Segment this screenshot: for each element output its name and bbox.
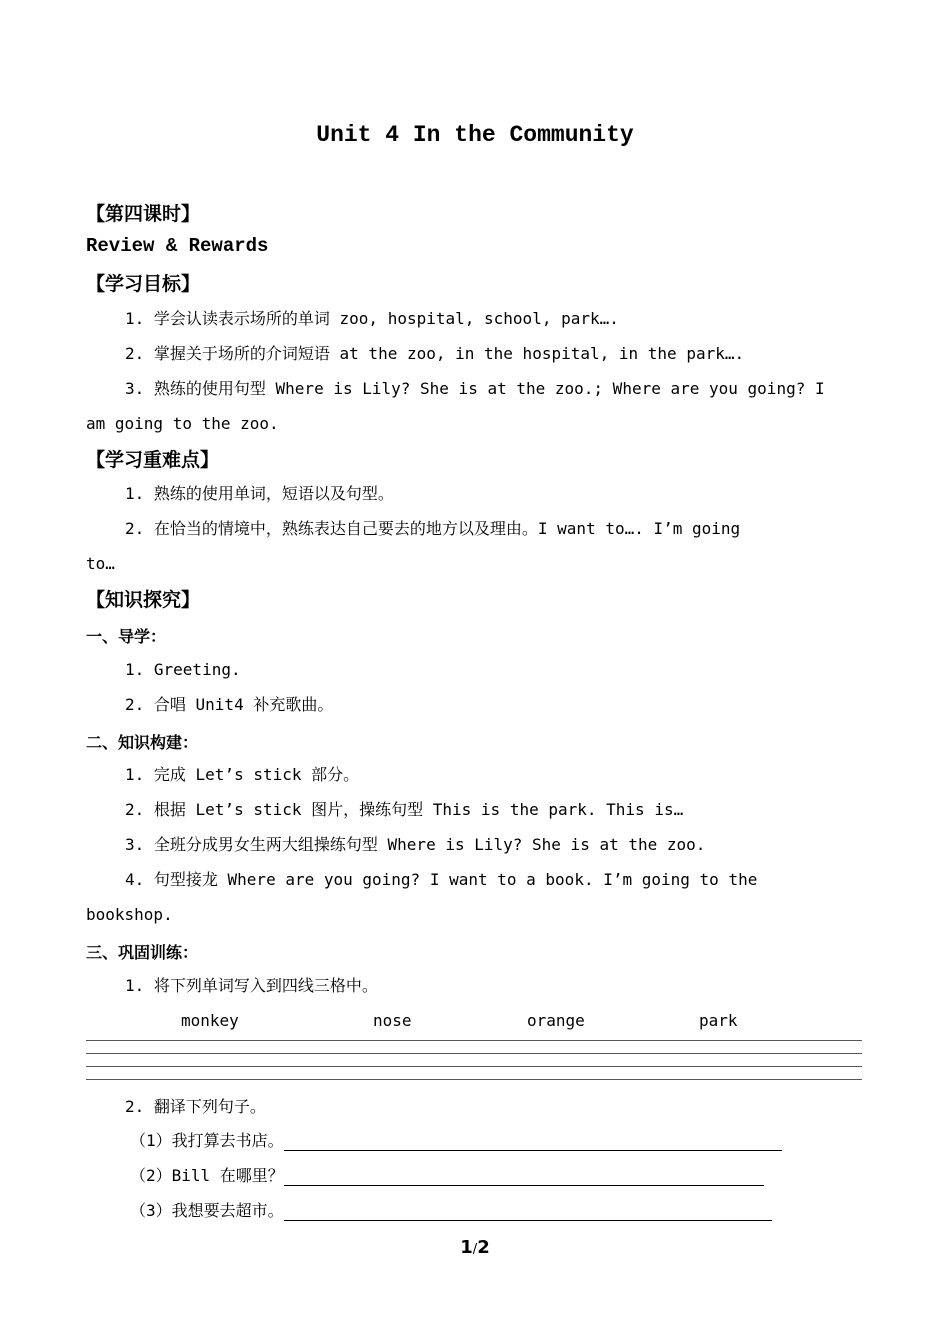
page-title: Unit 4 In the Community xyxy=(316,122,634,148)
exploration-heading: 【知识探究】 xyxy=(86,589,201,611)
section-guide-heading: 一、导学： xyxy=(86,627,167,646)
page-separator: / xyxy=(472,1242,478,1257)
translation-prompt: （3）我想要去超市。 xyxy=(130,1201,284,1220)
word-monkey: monkey xyxy=(181,1011,239,1030)
section-practice-heading: 三、巩固训练： xyxy=(86,943,199,962)
key-point-item-continued: to… xyxy=(86,554,115,573)
build-item: 3. 全班分成男女生两大组操练句型 Where is Lily? She is at the zoo. xyxy=(125,835,706,854)
build-item: 1. 完成 Let’s stick 部分。 xyxy=(125,765,360,784)
build-item: 2. 根据 Let’s stick 图片，操练句型 This is the park. This is… xyxy=(125,800,684,819)
key-points-heading: 【学习重难点】 xyxy=(86,449,220,471)
practice-task-1: 1. 将下列单词写入到四线三格中。 xyxy=(125,976,378,995)
grid-line xyxy=(86,1040,862,1041)
key-point-item: 2. 在恰当的情境中，熟练表达自己要去的地方以及理由。I want to…. I’m going xyxy=(125,519,741,538)
answer-blank[interactable] xyxy=(284,1134,782,1151)
translation-row xyxy=(130,1131,782,1151)
page-total: 2 xyxy=(477,1237,490,1258)
translation-row xyxy=(130,1201,772,1221)
translation-row xyxy=(130,1166,764,1186)
translation-prompt: （1）我打算去书店。 xyxy=(130,1131,284,1150)
section-build-heading: 二、知识构建： xyxy=(86,733,199,752)
answer-blank[interactable] xyxy=(284,1204,772,1221)
practice-task-2: 2. 翻译下列句子。 xyxy=(125,1097,266,1116)
four-line-grid[interactable] xyxy=(86,1040,862,1082)
grid-line xyxy=(86,1066,862,1067)
objectives-heading: 【学习目标】 xyxy=(86,273,201,295)
word-nose: nose xyxy=(373,1011,412,1030)
word-orange: orange xyxy=(527,1011,585,1030)
grid-line xyxy=(86,1053,862,1054)
page-number xyxy=(0,1237,950,1258)
lesson-subtitle: Review & Rewards xyxy=(86,235,269,257)
guide-item: 1. Greeting. xyxy=(125,660,241,679)
objective-item: 1. 学会认读表示场所的单词 zoo, hospital, school, park…. xyxy=(125,309,619,328)
page-current: 1 xyxy=(460,1237,473,1258)
answer-blank[interactable] xyxy=(284,1169,764,1186)
objective-item-continued: am going to the zoo. xyxy=(86,414,279,433)
build-item-continued: bookshop. xyxy=(86,905,173,924)
grid-line xyxy=(86,1079,862,1080)
word-park: park xyxy=(699,1011,738,1030)
key-point-item: 1. 熟练的使用单词，短语以及句型。 xyxy=(125,484,394,503)
objective-item: 2. 掌握关于场所的介词短语 at the zoo, in the hospital, in the park…. xyxy=(125,344,745,363)
objective-item: 3. 熟练的使用句型 Where is Lily? She is at the zoo.; Where are you going? I xyxy=(125,379,825,398)
translation-prompt: （2）Bill 在哪里？ xyxy=(130,1166,284,1185)
build-item: 4. 句型接龙 Where are you going? I want to a book. I’m going to the xyxy=(125,870,758,889)
guide-item: 2. 合唱 Unit4 补充歌曲。 xyxy=(125,695,334,714)
lesson-heading: 【第四课时】 xyxy=(86,203,201,225)
